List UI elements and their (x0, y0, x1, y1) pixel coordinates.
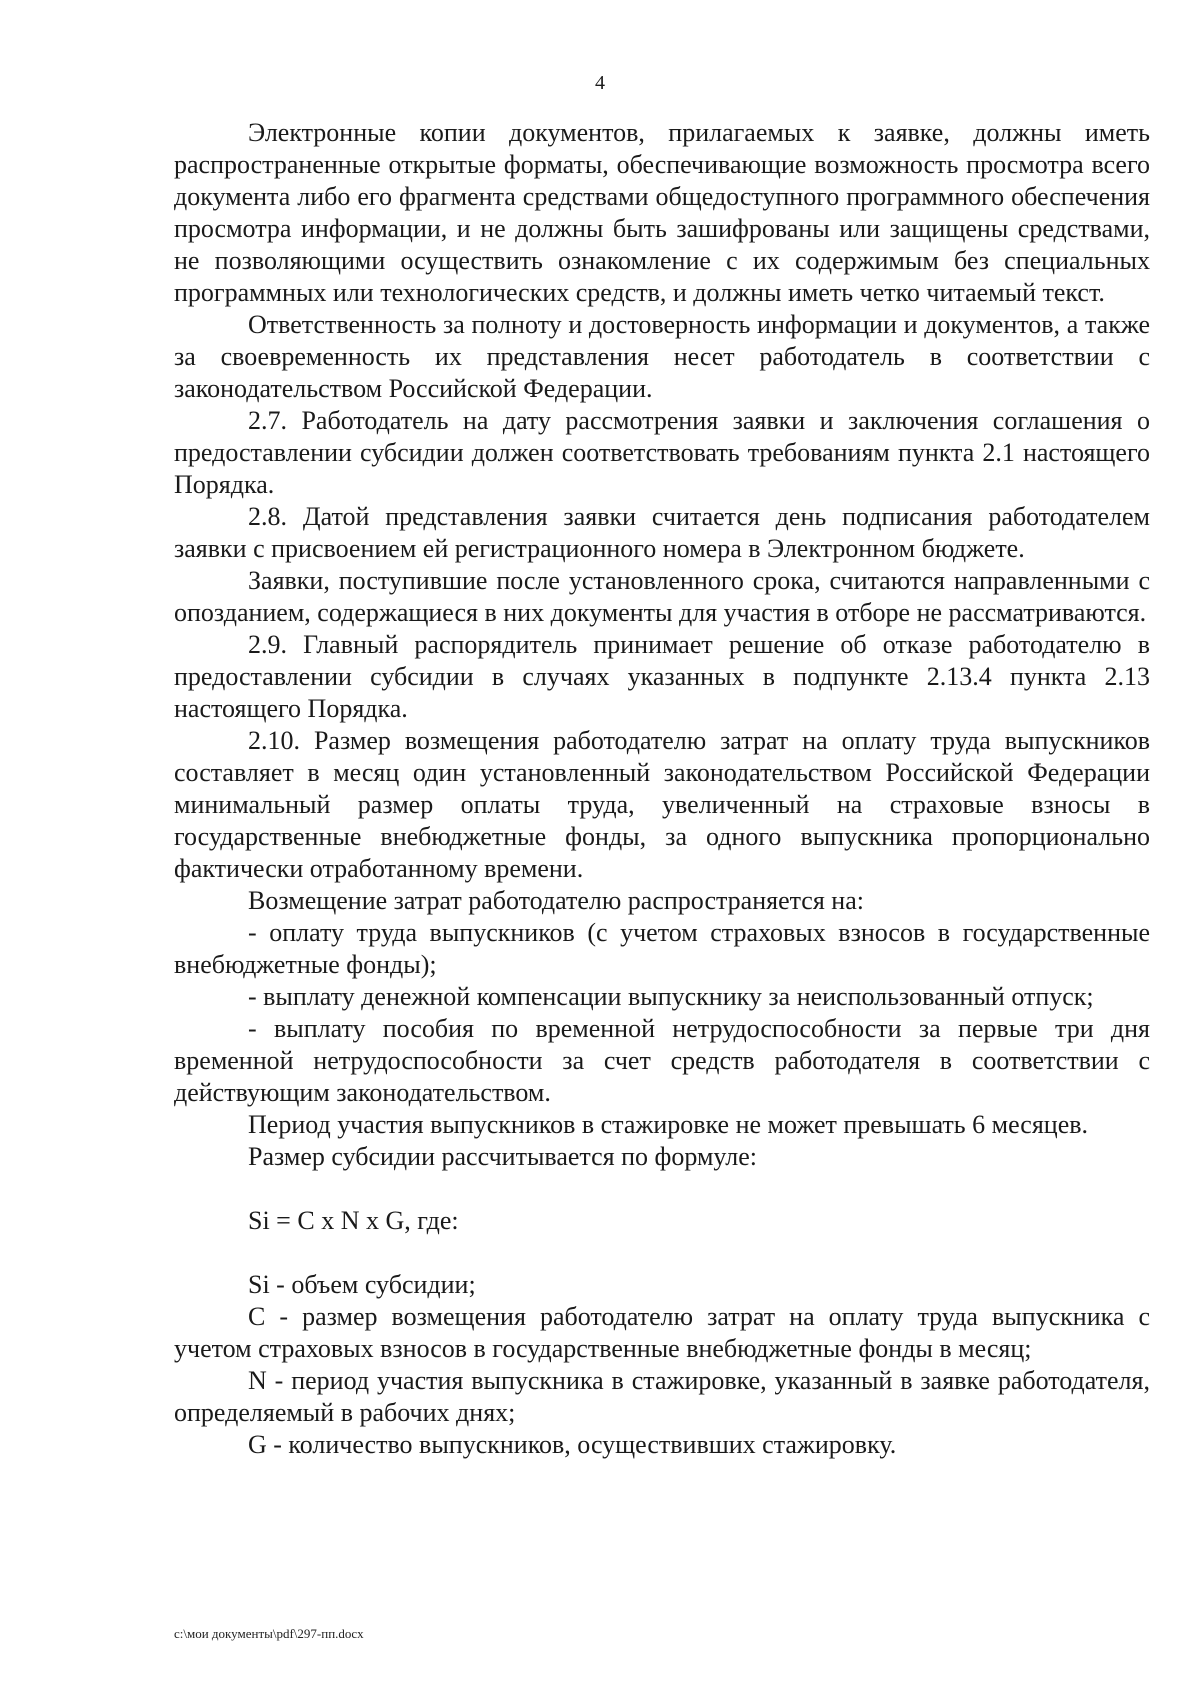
paragraph-late-applications: Заявки, поступившие после установленного срока, считаются направленными с опозданием, содержащиеся в них документы для участия в отборе не рассматриваются. (174, 566, 1150, 627)
paragraph-responsibility: Ответственность за полноту и достоверность информации и документов, а также за своевременность их представления несет работодатель в соответствии с законодательством Российской Федерации. (174, 310, 1150, 403)
definition-si: Si - объем субсидии; (248, 1270, 476, 1299)
list-item-sick-leave: - выплату пособия по временной нетрудоспособности за первые три дня временной нетрудоспособности за счет средств работодателя в соответствии с действующим законодательством. (174, 1014, 1150, 1107)
list-item-vacation-compensation: - выплату денежной компенсации выпускнику за неиспользованный отпуск; (248, 982, 1094, 1011)
paragraph-formula-intro: Размер субсидии рассчитывается по формуле: (248, 1142, 758, 1171)
definition-g: G - количество выпускников, осуществивших стажировку. (248, 1430, 897, 1459)
paragraph-2-9: 2.9. Главный распорядитель принимает решение об отказе работодателю в предоставлении субсидии в случаях указанных в подпункте 2.13.4 пункта 2.13 настоящего Порядка. (174, 630, 1150, 723)
document-body (174, 117, 1150, 1461)
paragraph-2-8: 2.8. Датой представления заявки считается день подписания работодателем заявки с присвоением ей регистрационного номера в Электронном бюджете. (174, 502, 1150, 563)
paragraph-internship-period: Период участия выпускников в стажировке не может превышать 6 месяцев. (248, 1110, 1089, 1139)
definition-c: C - размер возмещения работодателю затрат на оплату труда выпускника с учетом страховых взносов в государственные внебюджетные фонды в месяц; (174, 1302, 1150, 1363)
paragraph-electronic-copies: Электронные копии документов, прилагаемых к заявке, должны иметь распространенные открытые форматы, обеспечивающие возможность просмотра всего документа либо его фрагмента средствами общедоступного программного обеспечения просмотра информации, и не должны быть зашифрованы или защищены средствами, не позволяющими осуществить ознакомление с их содержимым без специальных программных или технологических средств, и должны иметь четко читаемый текст. (174, 118, 1150, 307)
paragraph-2-7: 2.7. Работодатель на дату рассмотрения заявки и заключения соглашения о предоставлении субсидии должен соответствовать требованиям пункта 2.1 настоящего Порядка. (174, 406, 1150, 499)
formula: Si = C x N x G, где: (248, 1206, 459, 1235)
paragraph-2-10: 2.10. Размер возмещения работодателю затрат на оплату труда выпускников составляет в месяц один установленный законодательством Российской Федерации минимальный размер оплаты труда, увеличенный на страховые взносы в государственные внебюджетные фонды, за одного выпускника пропорционально фактически отработанному времени. (174, 726, 1150, 883)
list-item-wages: - оплату труда выпускников (с учетом страховых взносов в государственные внебюджетные фонды); (174, 918, 1150, 979)
footer-file-path: c:\мои документы\pdf\297-пп.docx (174, 1626, 364, 1641)
page-number: 4 (595, 72, 605, 94)
definition-n: N - период участия выпускника в стажировке, указанный в заявке работодателя, определяемый в рабочих днях; (174, 1366, 1150, 1427)
paragraph-reimbursement-scope: Возмещение затрат работодателю распространяется на: (248, 886, 864, 915)
